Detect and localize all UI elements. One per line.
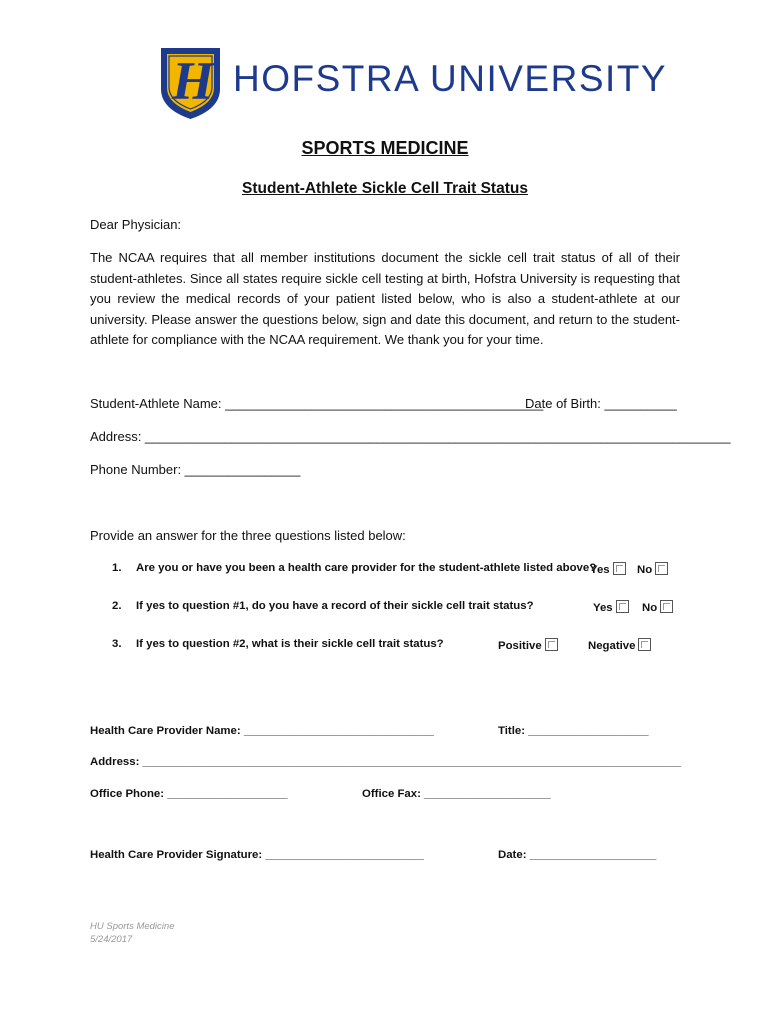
- option-label: Yes: [593, 602, 613, 614]
- q2-yes-option[interactable]: [593, 600, 629, 614]
- athlete-name-field[interactable]: Student-Athlete Name: ____________________________________________: [90, 396, 544, 411]
- question-number: 2.: [112, 600, 122, 612]
- q1-no-option[interactable]: [637, 562, 668, 576]
- footer-date: 5/24/2017: [90, 934, 133, 945]
- q2-no-option[interactable]: [642, 600, 673, 614]
- university-name: HOFSTRA UNIVERSITY: [233, 58, 668, 99]
- office-fax-field[interactable]: Office Fax: ____________________: [362, 788, 551, 800]
- question-text: Are you or have you been a health care provider for the student-athlete listed above?: [136, 562, 597, 574]
- questions-intro: Provide an answer for the three questions listed below:: [90, 528, 406, 543]
- no-checkbox[interactable]: [655, 562, 668, 575]
- page-title: SPORTS MEDICINE: [301, 138, 469, 158]
- negative-checkbox[interactable]: [638, 638, 651, 651]
- question-text: If yes to question #2, what is their sickle cell trait status?: [136, 638, 444, 650]
- option-label: Positive: [498, 640, 542, 652]
- question-text: If yes to question #1, do you have a record of their sickle cell trait status?: [136, 600, 534, 612]
- intro-paragraph: The NCAA requires that all member institutions document the sickle cell trait status of all of their student-athletes. Since all states require sickle cell testing at birth, Hofstra University is requesting that you review the medical records of your patient listed below, who is also a student-athlete at our university. Please answer the questions below, sign and date this document, and return to the student-athlete for compliance with the NCAA requirement. We thank you for your time.: [90, 250, 680, 347]
- q3-negative-option[interactable]: [588, 638, 651, 652]
- date-field[interactable]: Date: ____________________: [498, 849, 657, 861]
- question-number: 1.: [112, 562, 122, 574]
- yes-checkbox[interactable]: [616, 600, 629, 613]
- positive-checkbox[interactable]: [545, 638, 558, 651]
- athlete-address-field[interactable]: Address: _________________________________________________________________________________: [90, 429, 731, 444]
- option-label: Yes: [590, 564, 610, 576]
- yes-checkbox[interactable]: [613, 562, 626, 575]
- option-label: Negative: [588, 640, 636, 652]
- question-number: 3.: [112, 638, 122, 650]
- athlete-phone-field[interactable]: Phone Number: ________________: [90, 462, 301, 477]
- salutation: Dear Physician:: [90, 217, 182, 232]
- dob-field[interactable]: Date of Birth: __________: [525, 396, 677, 411]
- option-label: No: [642, 602, 658, 614]
- option-label: No: [637, 564, 653, 576]
- office-phone-field[interactable]: Office Phone: ___________________: [90, 788, 288, 800]
- provider-address-field[interactable]: Address: _____________________________________________________________________________________: [90, 756, 682, 768]
- footer-department: HU Sports Medicine: [90, 921, 175, 932]
- q1-yes-option[interactable]: [590, 562, 626, 576]
- logo-letter: H: [172, 51, 215, 111]
- provider-name-field[interactable]: Health Care Provider Name: ______________________________: [90, 725, 434, 737]
- provider-title-field[interactable]: Title: ___________________: [498, 725, 649, 737]
- form-subtitle: Student-Athlete Sickle Cell Trait Status: [242, 180, 528, 197]
- q3-positive-option[interactable]: [498, 638, 558, 652]
- no-checkbox[interactable]: [660, 600, 673, 613]
- provider-signature-field[interactable]: Health Care Provider Signature: _________________________: [90, 849, 424, 861]
